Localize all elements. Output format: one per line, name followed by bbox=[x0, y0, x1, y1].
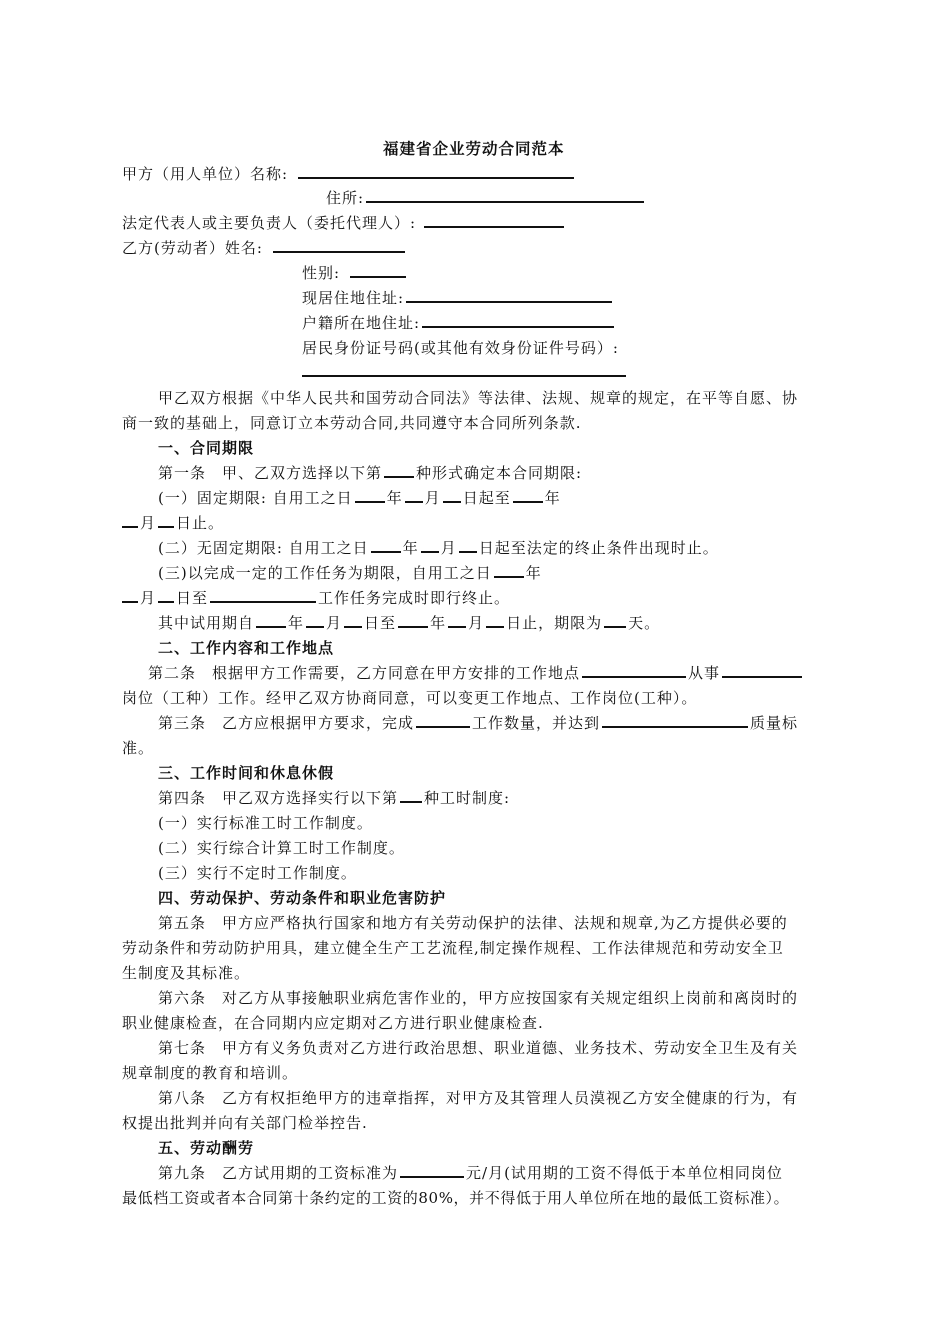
article2-text-b: 从事 bbox=[688, 664, 721, 682]
address-field[interactable] bbox=[366, 187, 644, 203]
gender-label: 性别: bbox=[302, 264, 341, 282]
current-address-field[interactable] bbox=[406, 287, 612, 303]
trial-start-year[interactable] bbox=[256, 612, 286, 628]
open-term-row bbox=[158, 536, 719, 560]
year-label: 年 bbox=[525, 564, 542, 582]
fixed-end-day[interactable] bbox=[158, 512, 174, 528]
address-row bbox=[326, 186, 646, 210]
trial-days-label: 天。 bbox=[628, 614, 661, 632]
trial-end-day[interactable] bbox=[486, 612, 504, 628]
trial-end-year[interactable] bbox=[398, 612, 428, 628]
article2-text-a: 第二条 根据甲方工作需要，乙方同意在甲方安排的工作地点 bbox=[148, 664, 581, 682]
article1-text-b: 种形式确定本合同期限: bbox=[416, 464, 583, 482]
trial-period-row bbox=[158, 611, 660, 635]
intro-line-1: 甲乙双方根据《中华人民共和国劳动合同法》等法律、法规、规章的规定，在平等自愿、协 bbox=[158, 389, 799, 407]
trial-text: 其中试用期自 bbox=[158, 614, 255, 632]
article3-row bbox=[158, 711, 798, 735]
gender-field[interactable] bbox=[350, 262, 406, 278]
article4-text-a: 第四条 甲乙双方选择实行以下第 bbox=[158, 789, 399, 807]
article6-line-1: 第六条 对乙方从事接触职业病危害作业的，甲方应按国家有关规定组织上岗前和离岗时的 bbox=[158, 989, 799, 1007]
article9-text-b: 元/月(试用期的工资不得低于本单位相同岗位 bbox=[466, 1164, 783, 1182]
legal-rep-label: 法定代表人或主要负责人（委托代理人）: bbox=[122, 214, 417, 232]
household-address-label: 户籍所在地住址: bbox=[302, 314, 421, 332]
trial-start-month[interactable] bbox=[306, 612, 324, 628]
month-label: 月 bbox=[424, 489, 441, 507]
trial-days-field[interactable] bbox=[604, 612, 626, 628]
intro-line-2: 商一致的基础上，同意订立本劳动合同,共同遵守本合同所列条款. bbox=[122, 414, 582, 432]
party-b-name-label: 乙方(劳动者）姓名: bbox=[122, 239, 263, 257]
party-a-name-row bbox=[122, 162, 576, 186]
day-to-label: 日至 bbox=[364, 614, 397, 632]
fixed-end-month[interactable] bbox=[122, 512, 138, 528]
trial-salary-field[interactable] bbox=[400, 1162, 464, 1178]
task-term-text: (三)以完成一定的工作任务为期限，自用工之日 bbox=[158, 564, 492, 582]
fixed-term-text: (一）固定期限: 自用工之日 bbox=[158, 489, 353, 507]
document-title: 福建省企业劳动合同范本 bbox=[383, 140, 565, 158]
hours-option-1: (一）实行标准工时工作制度。 bbox=[158, 814, 373, 832]
hours-system-field[interactable] bbox=[400, 787, 422, 803]
article3-line-2: 准。 bbox=[122, 739, 155, 757]
month-label: 月 bbox=[440, 539, 457, 557]
section4-heading: 四、劳动保护、劳动条件和职业危害防护 bbox=[158, 889, 447, 907]
fixed-start-year[interactable] bbox=[355, 487, 385, 503]
task-start-month[interactable] bbox=[122, 587, 138, 603]
task-term-row-2 bbox=[122, 586, 510, 610]
day-end-label: 日止。 bbox=[176, 514, 225, 532]
fixed-end-year[interactable] bbox=[513, 487, 543, 503]
address-label: 住所: bbox=[326, 189, 365, 207]
article1-text-a: 第一条 甲、乙双方选择以下第 bbox=[158, 464, 383, 482]
party-a-name-field[interactable] bbox=[298, 163, 574, 179]
article9-line-2: 最低档工资或者本合同第十条约定的工资的80%，并不得低于用人单位所在地的最低工资标准）。 bbox=[122, 1189, 790, 1207]
article9-row bbox=[158, 1161, 783, 1185]
article3-text-c: 质量标 bbox=[750, 714, 799, 732]
task-term-end-text: 工作任务完成时即行终止。 bbox=[318, 589, 511, 607]
trial-end-text: 日止，期限为 bbox=[506, 614, 603, 632]
section2-heading: 二、工作内容和工作地点 bbox=[158, 639, 335, 657]
article6-line-2: 职业健康检查，在合同期内应定期对乙方进行职业健康检查. bbox=[122, 1014, 544, 1032]
current-address-label: 现居住地住址: bbox=[302, 289, 405, 307]
article3-text-b: 工作数量，并达到 bbox=[472, 714, 601, 732]
open-start-day[interactable] bbox=[459, 537, 477, 553]
work-quantity-field[interactable] bbox=[416, 712, 470, 728]
party-b-name-field[interactable] bbox=[273, 237, 405, 253]
article1-row bbox=[158, 461, 582, 485]
month-label: 月 bbox=[326, 614, 343, 632]
month-label: 月 bbox=[468, 614, 485, 632]
section1-heading: 一、合同期限 bbox=[158, 439, 255, 457]
fixed-start-day[interactable] bbox=[443, 487, 461, 503]
article8-line-1: 第八条 乙方有权拒绝甲方的违章指挥，对甲方及其管理人员漠视乙方安全健康的行为，有 bbox=[158, 1089, 799, 1107]
job-position-field[interactable] bbox=[722, 662, 802, 678]
article8-line-2: 权提出批判并向有关部门检举控告. bbox=[122, 1114, 368, 1132]
article5-line-2: 劳动条件和劳动防护用具，建立健全生产工艺流程,制定操作规程、工作法律规范和劳动安全卫 bbox=[122, 939, 784, 957]
article9-text-a: 第九条 乙方试用期的工资标准为 bbox=[158, 1164, 399, 1182]
task-start-year[interactable] bbox=[494, 562, 524, 578]
task-term-row bbox=[158, 561, 542, 585]
quality-standard-field[interactable] bbox=[602, 712, 748, 728]
day-to-label: 日至 bbox=[176, 589, 209, 607]
open-start-year[interactable] bbox=[371, 537, 401, 553]
gender-row bbox=[302, 261, 408, 285]
open-start-month[interactable] bbox=[421, 537, 439, 553]
legal-rep-row bbox=[122, 211, 566, 235]
article4-row bbox=[158, 786, 510, 810]
day-start-label: 日起至 bbox=[462, 489, 511, 507]
party-b-name-row bbox=[122, 236, 407, 260]
month-label: 月 bbox=[140, 514, 157, 532]
open-term-end-text: 日起至法定的终止条件出现时止。 bbox=[478, 539, 719, 557]
year-label: 年 bbox=[544, 489, 561, 507]
id-number-field[interactable] bbox=[302, 361, 626, 377]
article3-text-a: 第三条 乙方应根据甲方要求，完成 bbox=[158, 714, 415, 732]
article7-line-2: 规章制度的教育和培训。 bbox=[122, 1064, 299, 1082]
term-option-field[interactable] bbox=[384, 462, 414, 478]
trial-start-day[interactable] bbox=[344, 612, 362, 628]
id-number-row bbox=[302, 360, 626, 384]
section5-heading: 五、劳动酬劳 bbox=[158, 1139, 255, 1157]
task-start-day[interactable] bbox=[158, 587, 174, 603]
party-a-name-label: 甲方（用人单位）名称: bbox=[122, 165, 289, 183]
household-address-row bbox=[302, 311, 616, 335]
year-label: 年 bbox=[430, 614, 447, 632]
article7-line-1: 第七条 甲方有义务负责对乙方进行政治思想、职业道德、业务技术、劳动安全卫生及有关 bbox=[158, 1039, 799, 1057]
year-label: 年 bbox=[386, 489, 403, 507]
trial-end-month[interactable] bbox=[448, 612, 466, 628]
year-label: 年 bbox=[402, 539, 419, 557]
task-description-field[interactable] bbox=[210, 587, 316, 603]
year-label: 年 bbox=[288, 614, 305, 632]
fixed-start-month[interactable] bbox=[405, 487, 423, 503]
household-address-field[interactable] bbox=[422, 312, 614, 328]
article2-line-2: 岗位（工种）工作。经甲乙双方协商同意，可以变更工作地点、工作岗位(工种）。 bbox=[122, 689, 698, 707]
legal-rep-field[interactable] bbox=[424, 212, 564, 228]
article2-row bbox=[148, 661, 804, 685]
article5-line-3: 生制度及其标准。 bbox=[122, 964, 251, 982]
fixed-term-row-2 bbox=[122, 511, 224, 535]
article5-line-1: 第五条 甲方应严格执行国家和地方有关劳动保护的法律、法规和规章,为乙方提供必要的 bbox=[158, 914, 788, 932]
month-label: 月 bbox=[140, 589, 157, 607]
current-address-row bbox=[302, 286, 614, 310]
open-term-text: (二）无固定期限: 自用工之日 bbox=[158, 539, 369, 557]
work-location-field[interactable] bbox=[582, 662, 686, 678]
id-number-label: 居民身份证号码(或其他有效身份证件号码）: bbox=[302, 339, 619, 357]
section3-heading: 三、工作时间和休息休假 bbox=[158, 764, 335, 782]
hours-option-3: (三）实行不定时工作制度。 bbox=[158, 864, 357, 882]
article4-text-b: 种工时制度: bbox=[424, 789, 511, 807]
fixed-term-row bbox=[158, 486, 561, 510]
hours-option-2: (二）实行综合计算工时工作制度。 bbox=[158, 839, 405, 857]
